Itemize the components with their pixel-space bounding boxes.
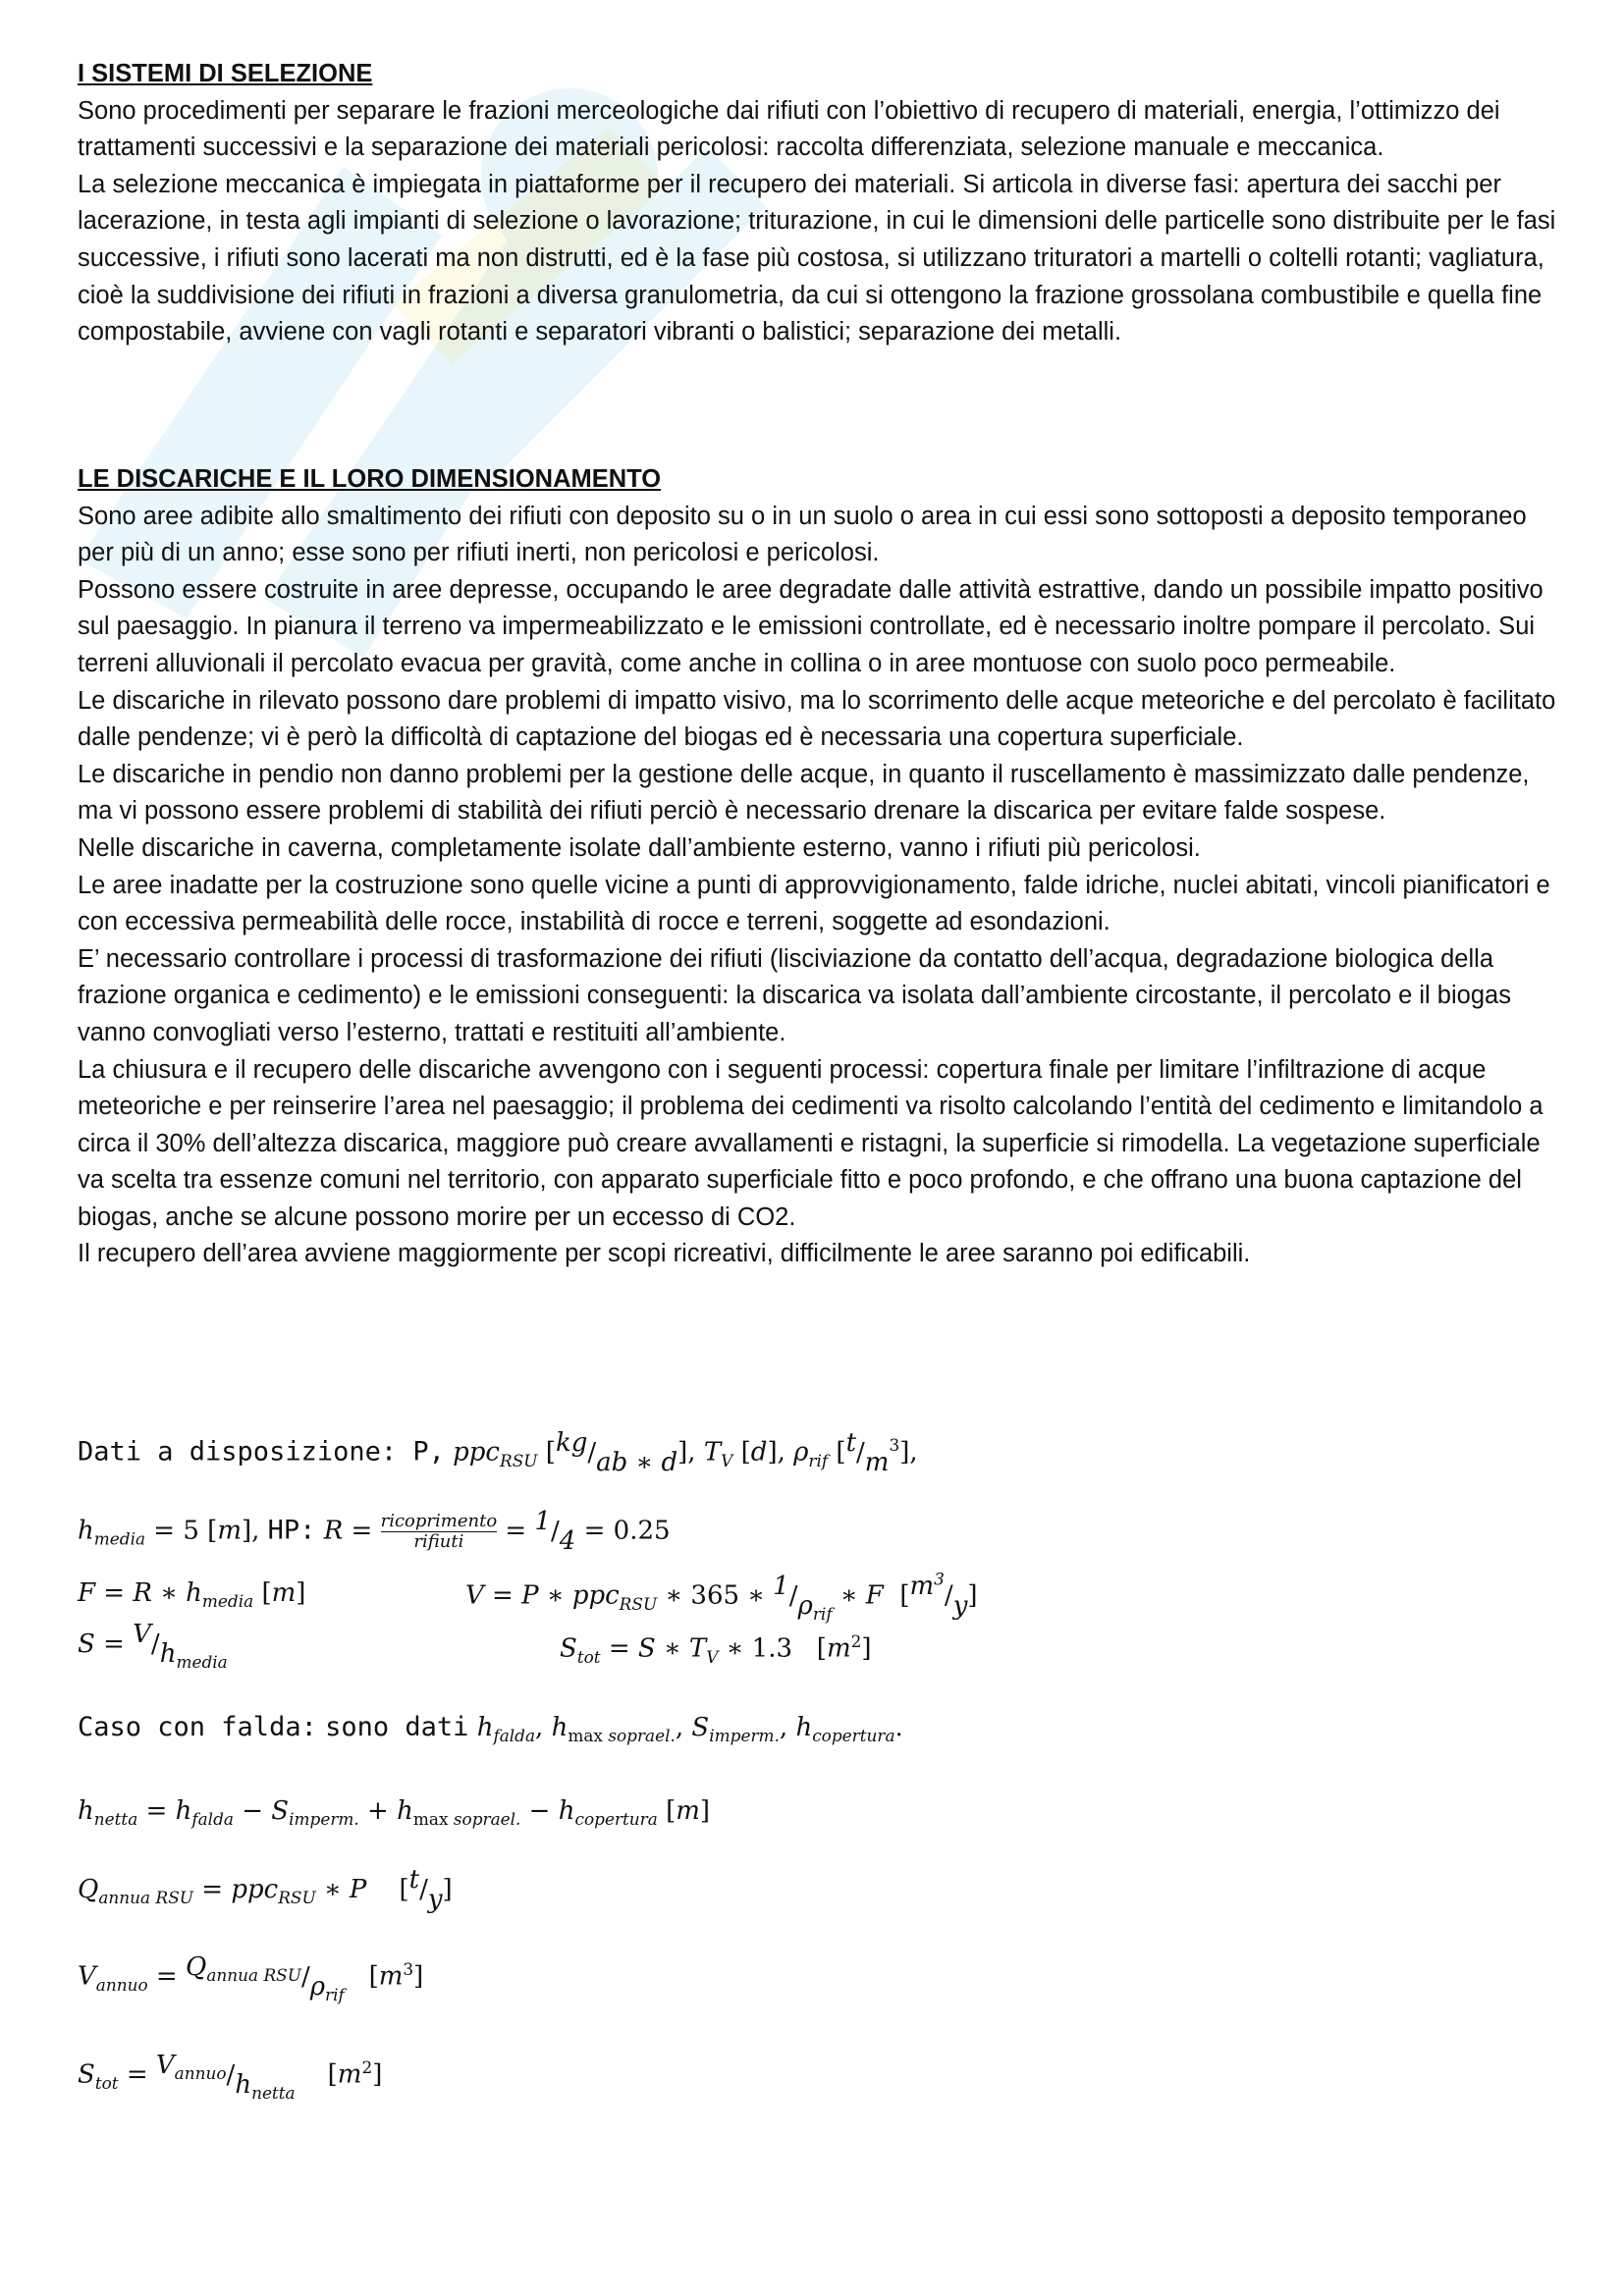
caso-falda-label: Caso con falda: (78, 1712, 317, 1742)
formula-Vannuo: $V_{annuo} = Q_{annua RSU}/\rho_{rif}$ $[m^3]$ (78, 1951, 424, 2004)
paragraph: La selezione meccanica è impiegata in piattaforme per il recupero dei materiali. Si articola in diverse fasi: apertura dei sacchi per lacerazione, in testa agli impianti di selezione o lavorazione; triturazione, in cui le dimensioni delle particelle sono distribuite per le fasi successive, i rifiuti sono lacerati ma non distrutti, ed è la fase più costosa, si utilizzano trituratori a martelli o coltelli rotanti; vagliatura, cioè la suddivisione dei rifiuti in frazioni a diversa granulometria, da cui si ottengono la frazione grossolana combustibile e quella fine compostabile, avviene con vagli rotanti e separatori vibranti o balistici; separazione dei metalli. (78, 170, 1556, 347)
section-title: I SISTEMI DI SELEZIONE (78, 60, 373, 87)
ricoprimento-label: ricoprimento (380, 1511, 498, 1531)
rifiuti-label: rifiuti (413, 1531, 464, 1552)
formula-S: $S = V/h_{media}$ (78, 1620, 228, 1673)
section-selezione (78, 56, 1565, 351)
paragraph: Possono essere costruite in aree depresse, occupando le aree degradate dalle attività estrattive, dando un possibile impatto positivo sul paesaggio. In pianura il terreno va impermeabilizzato e le emissioni controllate, ed è necessario inoltre pompare il percolato. Sui terreni alluvionali il percolato evacua per gravità, come anche in collina o in aree montuose con suolo poco permeabile. (78, 575, 1543, 677)
caso-falda-text: sono dati (325, 1712, 469, 1742)
paragraph: Il recupero dell’area avviene maggiormente per scopi ricreativi, difficilmente le aree saranno poi edificabili. (78, 1240, 1251, 1268)
formula-Qannua: $Q_{annua RSU} = ppc_{RSU}$ ∗ P [t/y] (78, 1865, 453, 1914)
paragraph: E’ necessario controllare i processi di trasformazione dei rifiuti (lisciviazione da contatto dell’acqua, degradazione biologica della frazione organica e cedimento) e le emissioni conseguenti: la discarica va isolata dall’ambiente circostante, il percolato e il biogas vanno convogliati verso l’esterno, trattati e restituiti all’ambiente. (78, 944, 1511, 1046)
paragraph: Sono aree adibite allo smaltimento dei rifiuti con deposito su o in un suolo o area in cui essi sono sottoposti a deposito temporaneo per più di un anno; esse sono per rifiuti inerti, non pericolosi e pericolosi. (78, 502, 1527, 567)
section-title: LE DISCARICHE E IL LORO DIMENSIONAMENTO (78, 465, 662, 493)
formula-Stot: $S_{tot} = S$ ∗ $T_V$ ∗ 1.3 $[m^2]$ (560, 1631, 872, 1667)
formula-caso-falda: Caso con falda: sono dati $h_{falda}$, $h_{max soprael.}$, $S_{imperm.}$, $h_{copertura}$. (78, 1712, 903, 1746)
paragraph: Nelle discariche in caverna, completamente isolate dall’ambiente esterno, vanno i rifiuti più pericolosi. (78, 833, 1201, 862)
formula-hmedia: $h_{media} = 5$ [m], HP: R = ricoprimento rifiuti = 1/4 = 0.25 (78, 1506, 671, 1556)
hp-label: HP: (267, 1515, 316, 1546)
paragraph: Le aree inadatte per la costruzione sono quelle vicine a punti di approvvigionamento, falde idriche, nuclei abitati, vincoli pianificatori e con eccessiva permeabilità delle rocce, instabilità di rocce e terreni, soggette ad esondazioni. (78, 871, 1550, 936)
formula-V: V = P ∗ ppc$_{RSU}$ ∗ 365 ∗ $1/\rho_{rif}$ ∗ F $[m^3/y]$ (465, 1569, 978, 1624)
formula-hnetta: $h_{netta} = h_{falda} - S_{imperm.} + h_{max soprael.} - h_{copertura}$ [m] (78, 1796, 711, 1830)
formula-dati: Dati a disposizione: P, ppc$_{RSU}$ [kg/ab ∗ d], $T_V$ [d], $\rho_{rif}$ $[t/m^3]$, (78, 1427, 918, 1477)
formula-F: F = R ∗ $h_{media}$ [m] (78, 1578, 306, 1612)
paragraph: La chiusura e il recupero delle discariche avvengono con i seguenti processi: copertura finale per limitare l’infiltrazione di acque meteoriche e per reinserire l’area nel paesaggio; il problema dei cedimenti va risolto calcolando l’entità del cedimento e limitandolo a circa il 30% dell’altezza discarica, maggiore può creare avvallamenti e ristagni, la superficie si rimodella. La vegetazione superficiale va scelta tra essenze comuni nel territorio, con apparato superficiale fitto e poco profondo, e che offrano una buona captazione del biogas, anche se alcune possono morire per un eccesso di CO2. (78, 1055, 1543, 1231)
dati-label: Dati a disposizione: P, (78, 1436, 445, 1468)
formula-Stot-falda: $S_{tot} = V_{annuo}/h_{netta}$ $[m^2]$ (78, 2050, 383, 2103)
section-discariche (78, 461, 1565, 1273)
paragraph: Le discariche in rilevato possono dare problemi di impatto visivo, ma lo scorrimento delle acque meteoriche e del percolato è facilitato dalle pendenze; vi è però la difficoltà di captazione del biogas ed è necessaria una copertura superficiale. (78, 686, 1556, 752)
paragraph: Sono procedimenti per separare le frazioni merceologiche dai rifiuti con l’obiettivo di recupero di materiali, energia, l’ottimizzo dei trattamenti successivi e la separazione dei materiali pericolosi: raccolta differenziata, selezione manuale e meccanica. (78, 96, 1500, 162)
paragraph: Le discariche in pendio non danno problemi per la gestione delle acque, in quanto il ruscellamento è massimizzato dalle pendenze, ma vi possono essere problemi di stabilità dei rifiuti perciò è necessario drenare la discarica per evitare falde sospese. (78, 760, 1530, 826)
